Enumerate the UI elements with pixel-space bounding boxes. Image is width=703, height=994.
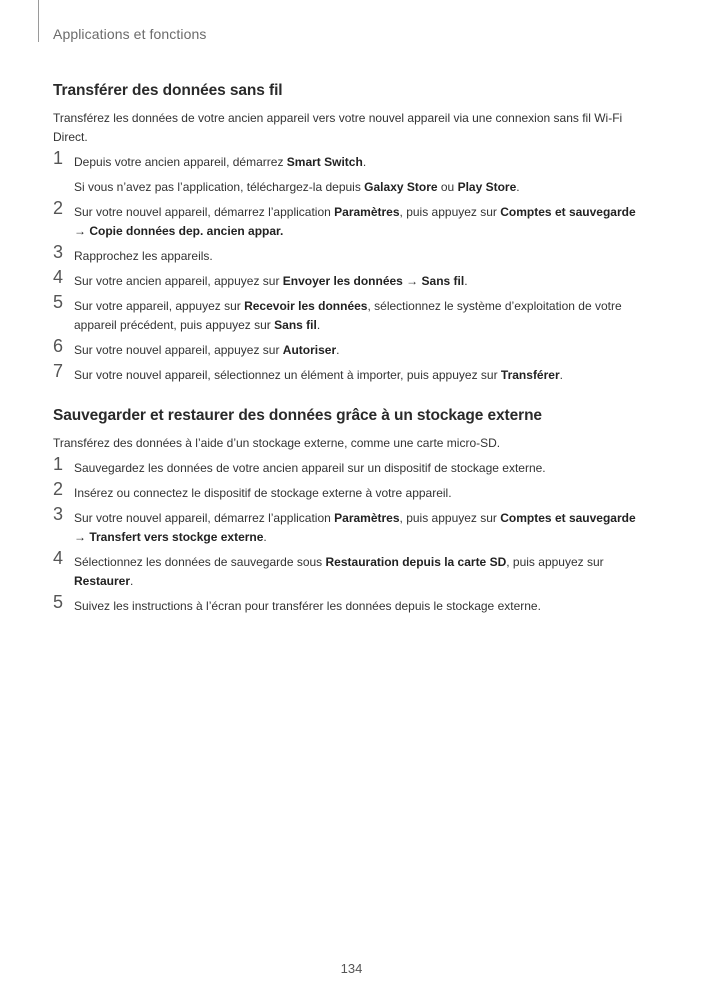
step-text: .	[130, 574, 134, 588]
ui-term: Recevoir les données	[244, 299, 368, 313]
step-text: Sur votre nouvel appareil, démarrez l’application	[74, 511, 335, 525]
step-number: 5	[53, 292, 64, 312]
step-item	[53, 548, 653, 591]
section-title-external: Sauvegarder et restaurer des données grâce à un stockage externe	[53, 407, 542, 424]
ui-term: Restaurer	[74, 574, 131, 588]
ui-term: Comptes et sauvegarde	[500, 511, 636, 525]
step-item	[53, 292, 653, 335]
step-text: Sur votre nouvel appareil, démarrez l’application	[74, 205, 335, 219]
step-item	[53, 361, 653, 385]
step-number: 6	[53, 336, 64, 356]
step-text: Sauvegardez les données de votre ancien appareil sur un dispositif de stockage externe.	[74, 461, 546, 475]
ui-term: Sans fil	[274, 318, 317, 332]
section-external-storage	[53, 407, 653, 616]
ui-term: → Transfert vers stockge externe	[74, 530, 264, 544]
step-number: 2	[53, 198, 64, 218]
ui-term: Sans fil	[421, 274, 465, 288]
step-text: .	[263, 530, 267, 544]
step-item	[53, 454, 653, 478]
section-intro: Transférez les données de votre ancien appareil vers votre nouvel appareil via une connexion sans fil Wi-Fi Direct.	[53, 111, 623, 144]
step-note	[74, 178, 653, 197]
step-text: .	[464, 274, 468, 288]
step-text: Rapprochez les appareils.	[74, 249, 213, 263]
ui-term: Galaxy Store	[364, 180, 438, 194]
ui-term: Play Store	[457, 180, 517, 194]
step-text: .	[316, 318, 321, 332]
section-title-wireless: Transférer des données sans fil	[53, 82, 283, 99]
step-item	[53, 592, 653, 616]
step-text: Sur votre nouvel appareil, appuyez sur	[74, 343, 283, 357]
step-text: .	[559, 368, 563, 382]
step-number: 3	[53, 504, 64, 524]
running-header: Applications et fonctions	[53, 26, 207, 42]
step-text: Suivez les instructions à l’écran pour transférer les données depuis le stockage externe.	[74, 599, 541, 613]
step-item	[53, 267, 653, 291]
step-number: 4	[53, 548, 64, 568]
ui-term: Paramètres	[334, 205, 400, 219]
step-text: Si vous n’avez pas l’application, téléchargez-la depuis	[74, 180, 365, 194]
step-number: 1	[53, 148, 64, 168]
ui-term: Autoriser	[282, 343, 337, 357]
step-number: 7	[53, 361, 64, 381]
step-text: , puis appuyez sur	[399, 205, 501, 219]
step-number: 5	[53, 592, 64, 612]
step-item	[53, 336, 653, 360]
section-intro: Transférez des données à l’aide d’un stockage externe, comme une carte micro-SD.	[53, 436, 501, 450]
step-text: Insérez ou connectez le dispositif de stockage externe à votre appareil.	[74, 486, 452, 500]
ui-term: → Copie données dep. ancien appar.	[74, 224, 284, 238]
step-text: Depuis votre ancien appareil, démarrez	[74, 155, 287, 169]
step-number: 2	[53, 479, 64, 499]
step-text: .	[336, 343, 340, 357]
page-number: 134	[340, 961, 363, 976]
ui-term: Envoyer les données	[282, 274, 403, 288]
step-text: , puis appuyez sur	[506, 555, 604, 569]
step-item	[53, 479, 653, 503]
step-number: 1	[53, 454, 64, 474]
page-content	[53, 82, 653, 616]
step-text: .	[516, 180, 520, 194]
step-item	[53, 148, 653, 197]
ui-term: Transférer	[500, 368, 560, 382]
step-number: 3	[53, 242, 64, 262]
steps-list	[53, 148, 653, 385]
step-item	[53, 198, 653, 241]
steps-list	[53, 454, 653, 616]
step-text: Sur votre appareil, appuyez sur	[74, 299, 245, 313]
step-text: , puis appuyez sur	[399, 511, 501, 525]
step-text: ou	[437, 180, 458, 194]
ui-term: Restauration depuis la carte SD	[325, 555, 507, 569]
step-text: →	[402, 274, 422, 288]
step-text: , sélectionnez le système d’exploitation de votre appareil précédent, puis appuyez sur	[74, 299, 622, 332]
step-text: Sélectionnez les données de sauvegarde sous	[74, 555, 326, 569]
step-text: Sur votre ancien appareil, appuyez sur	[74, 274, 283, 288]
ui-term: Paramètres	[334, 511, 400, 525]
ui-term: Smart Switch	[286, 155, 363, 169]
ui-term: Comptes et sauvegarde	[500, 205, 636, 219]
step-item	[53, 504, 653, 547]
step-text: .	[362, 155, 367, 169]
step-text: Sur votre nouvel appareil, sélectionnez un élément à importer, puis appuyez sur	[74, 368, 501, 382]
step-item	[53, 242, 653, 266]
step-number: 4	[53, 267, 64, 287]
header-rule	[38, 0, 39, 42]
